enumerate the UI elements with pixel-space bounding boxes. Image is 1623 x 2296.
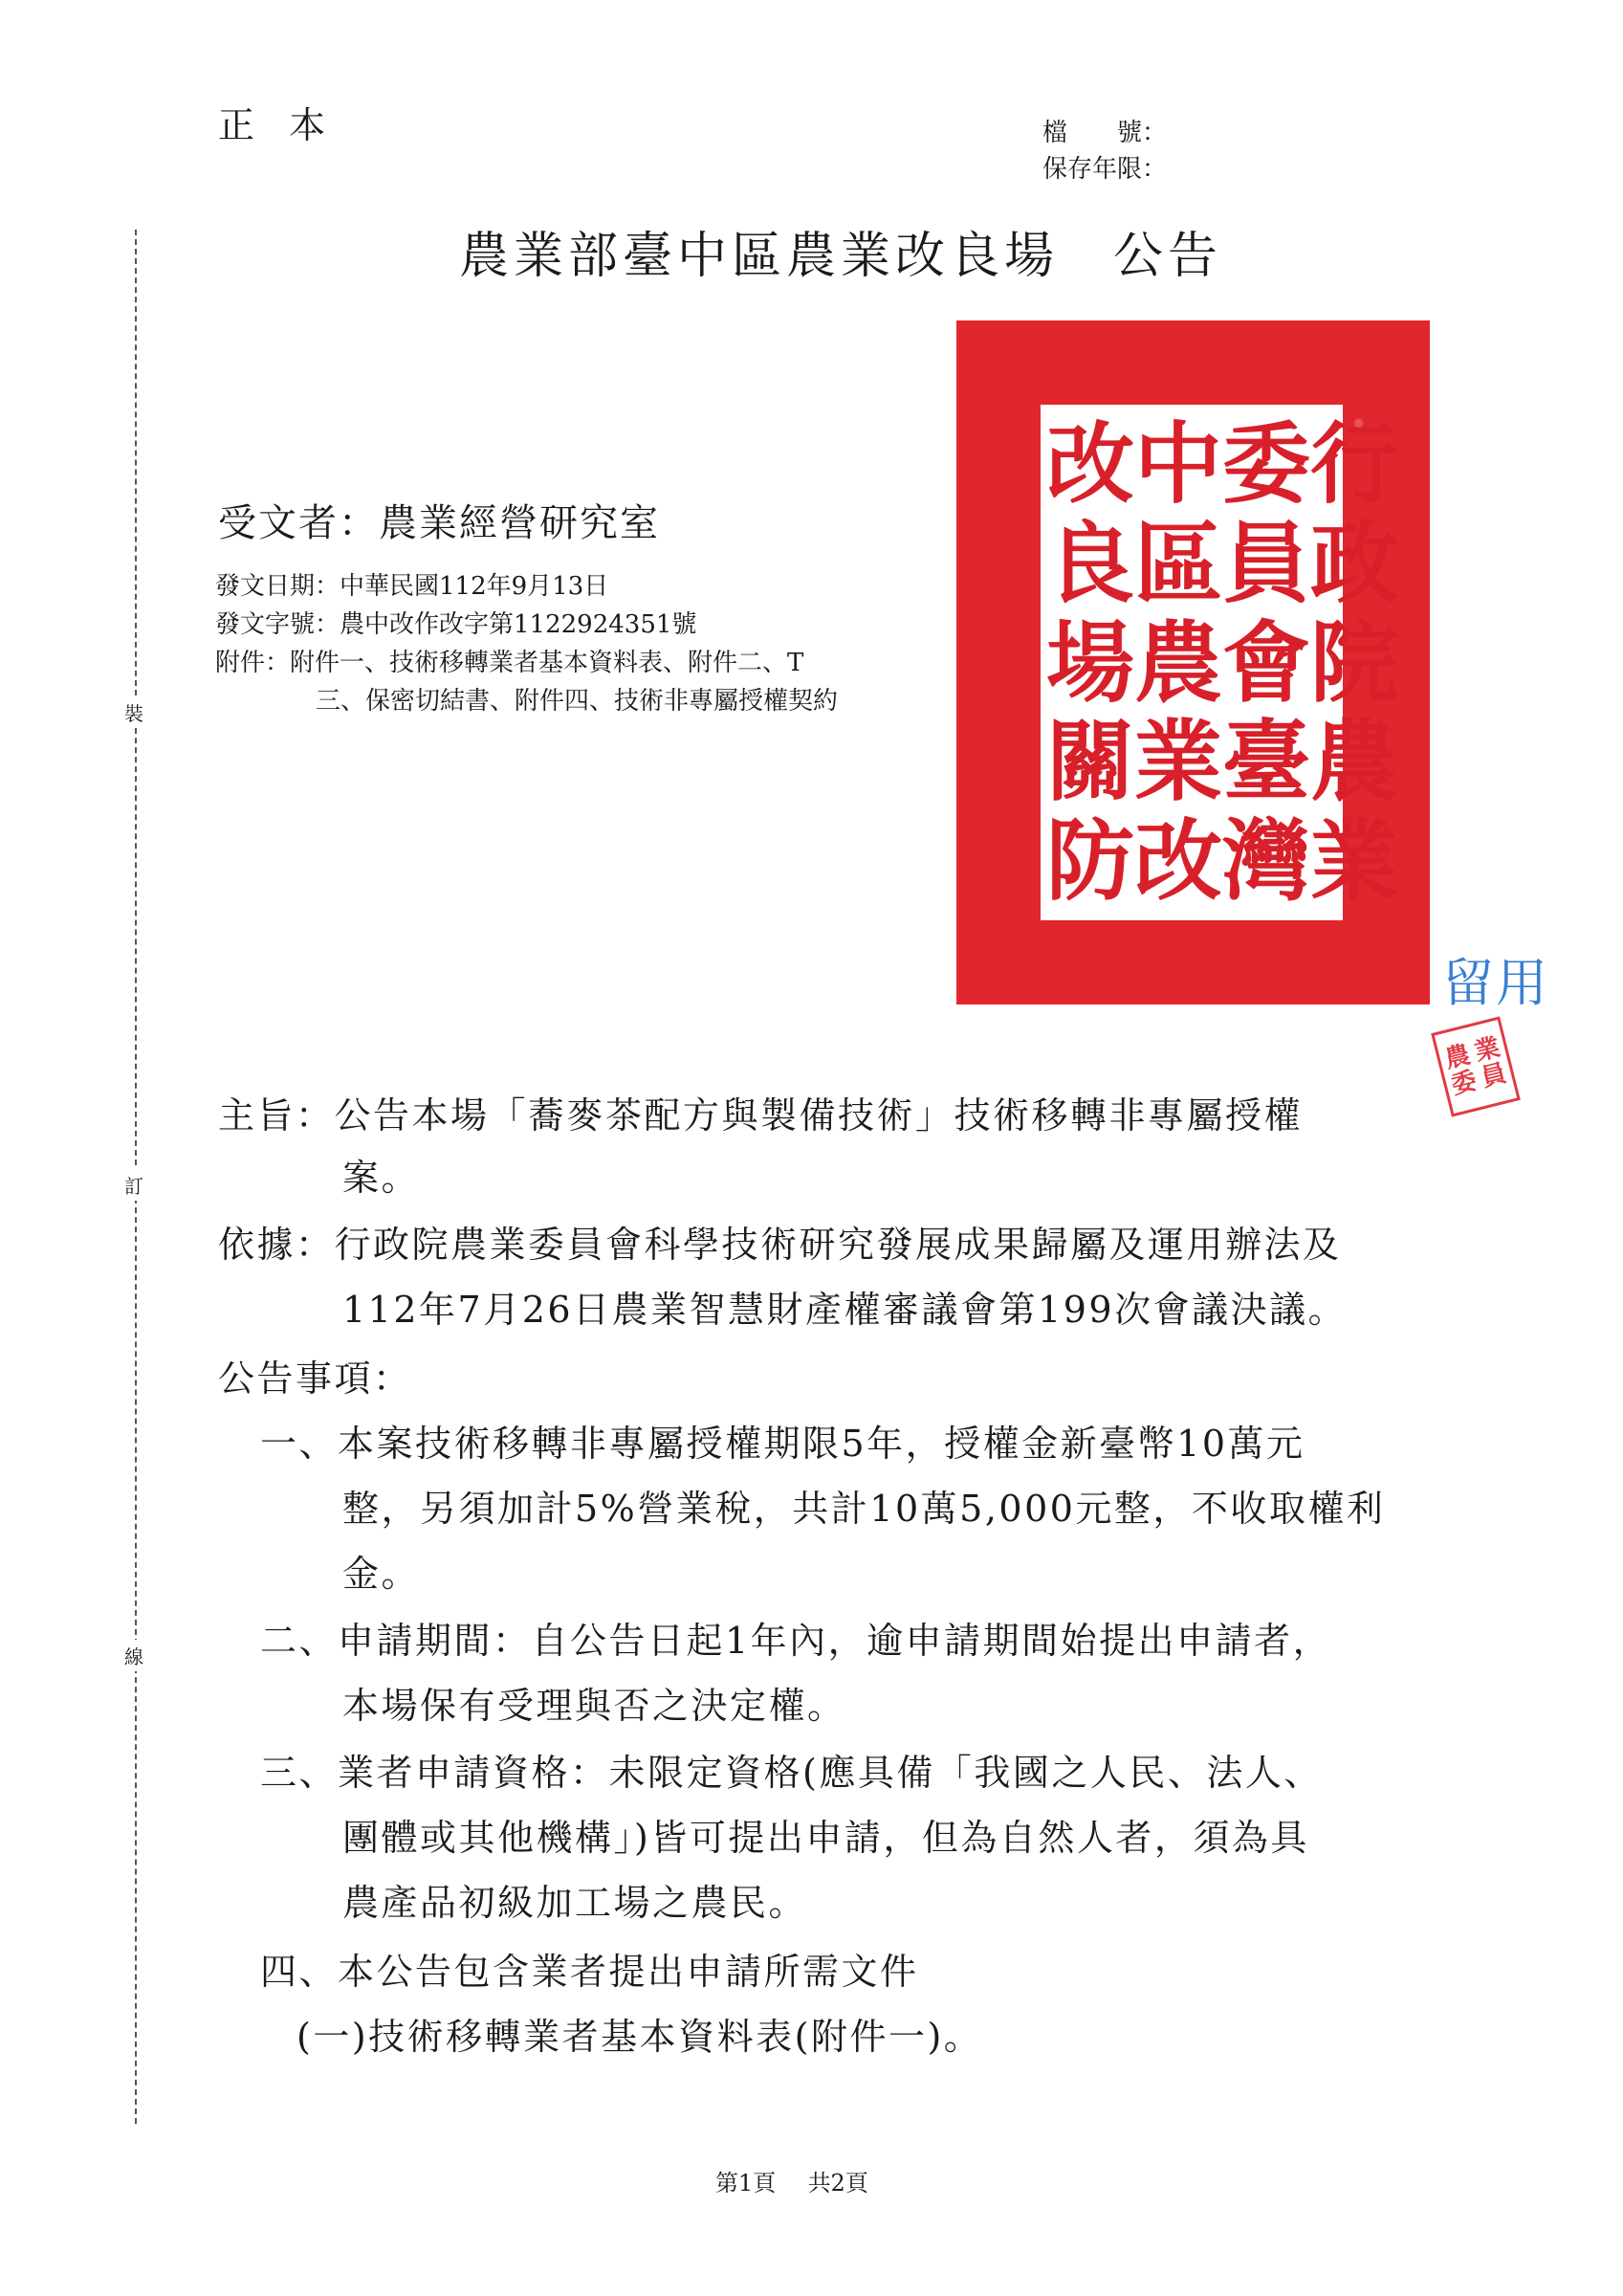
document-title: 農業部臺中區農業改良場 公告 bbox=[459, 228, 1223, 285]
official-seal bbox=[956, 320, 1430, 1004]
binding-char-bind: 裝 bbox=[124, 696, 143, 728]
page-footer bbox=[715, 2164, 868, 2197]
page-total: 共2頁 bbox=[807, 2170, 868, 2197]
item2-line-2: 本場保有受理與否之決定權。 bbox=[342, 1685, 846, 1727]
original-copy-mark: 正 本 bbox=[218, 104, 338, 146]
items-heading: 公告事項： bbox=[218, 1358, 412, 1400]
item1-line-3: 金。 bbox=[342, 1553, 421, 1595]
binding-char-staple: 訂 bbox=[124, 1169, 143, 1201]
item1-line-1: 一、本案技術移轉非專屬授權期限5年，授權金新臺幣10萬元 bbox=[260, 1423, 1305, 1465]
retain-use-stamp: 留用 bbox=[1442, 953, 1549, 1013]
retention-label: 保存年限： bbox=[1042, 155, 1168, 184]
basis-line-1: 依據：行政院農業委員會科學技術研究發展成果歸屬及運用辦法及 bbox=[218, 1224, 1342, 1266]
item3-line-3: 農產品初級加工場之農民。 bbox=[342, 1882, 808, 1924]
attachments-line-1: 附件：附件一、技術移轉業者基本資料表、附件二、T bbox=[215, 649, 804, 677]
item4-sub-1: (一)技術移轉業者基本資料表(附件一)。 bbox=[296, 2016, 983, 2058]
small-red-seal: 農 業 委 員 bbox=[1431, 1016, 1521, 1116]
item3-line-1: 三、業者申請資格：未限定資格(應具備「我國之人民、法人、 bbox=[260, 1752, 1323, 1794]
binding-char-line: 線 bbox=[124, 1640, 143, 1671]
item1-line-2: 整，另須加計5%營業稅，共計10萬5,000元整，不收取權利 bbox=[342, 1488, 1386, 1530]
item3-line-2: 團體或其他機構」)皆可提出申請，但為自然人者，須為具 bbox=[342, 1817, 1309, 1859]
official-seal-inner: 行 政 院 農 業 委 員 會 臺 灣 中 區 農 業 改 改 良 場 關 防 bbox=[1038, 402, 1346, 923]
item2-line-1: 二、申請期間：自公告日起1年內，逾申請期間始提出申請者， bbox=[260, 1620, 1332, 1662]
subject-line-2: 案。 bbox=[342, 1157, 421, 1199]
attachments-line-2: 三、保密切結書、附件四、技術非專屬授權契約 bbox=[316, 687, 839, 716]
file-meta bbox=[1042, 115, 1167, 188]
page-current: 第1頁 bbox=[715, 2170, 777, 2197]
basis-line-2: 112年7月26日農業智慧財產權審議會第199次會議決議。 bbox=[342, 1289, 1348, 1331]
issue-date: 發文日期：中華民國112年9月13日 bbox=[215, 572, 609, 601]
recipient: 受文者：農業經營研究室 bbox=[218, 501, 660, 545]
issue-number: 發文字號：農中改作改字第1122924351號 bbox=[215, 610, 697, 639]
item4-line-1: 四、本公告包含業者提出申請所需文件 bbox=[260, 1951, 919, 1993]
subject-line-1: 主旨：公告本場「蕎麥茶配方與製備技術」技術移轉非專屬授權 bbox=[218, 1094, 1304, 1137]
file-number-label: 檔 號： bbox=[1042, 119, 1168, 147]
